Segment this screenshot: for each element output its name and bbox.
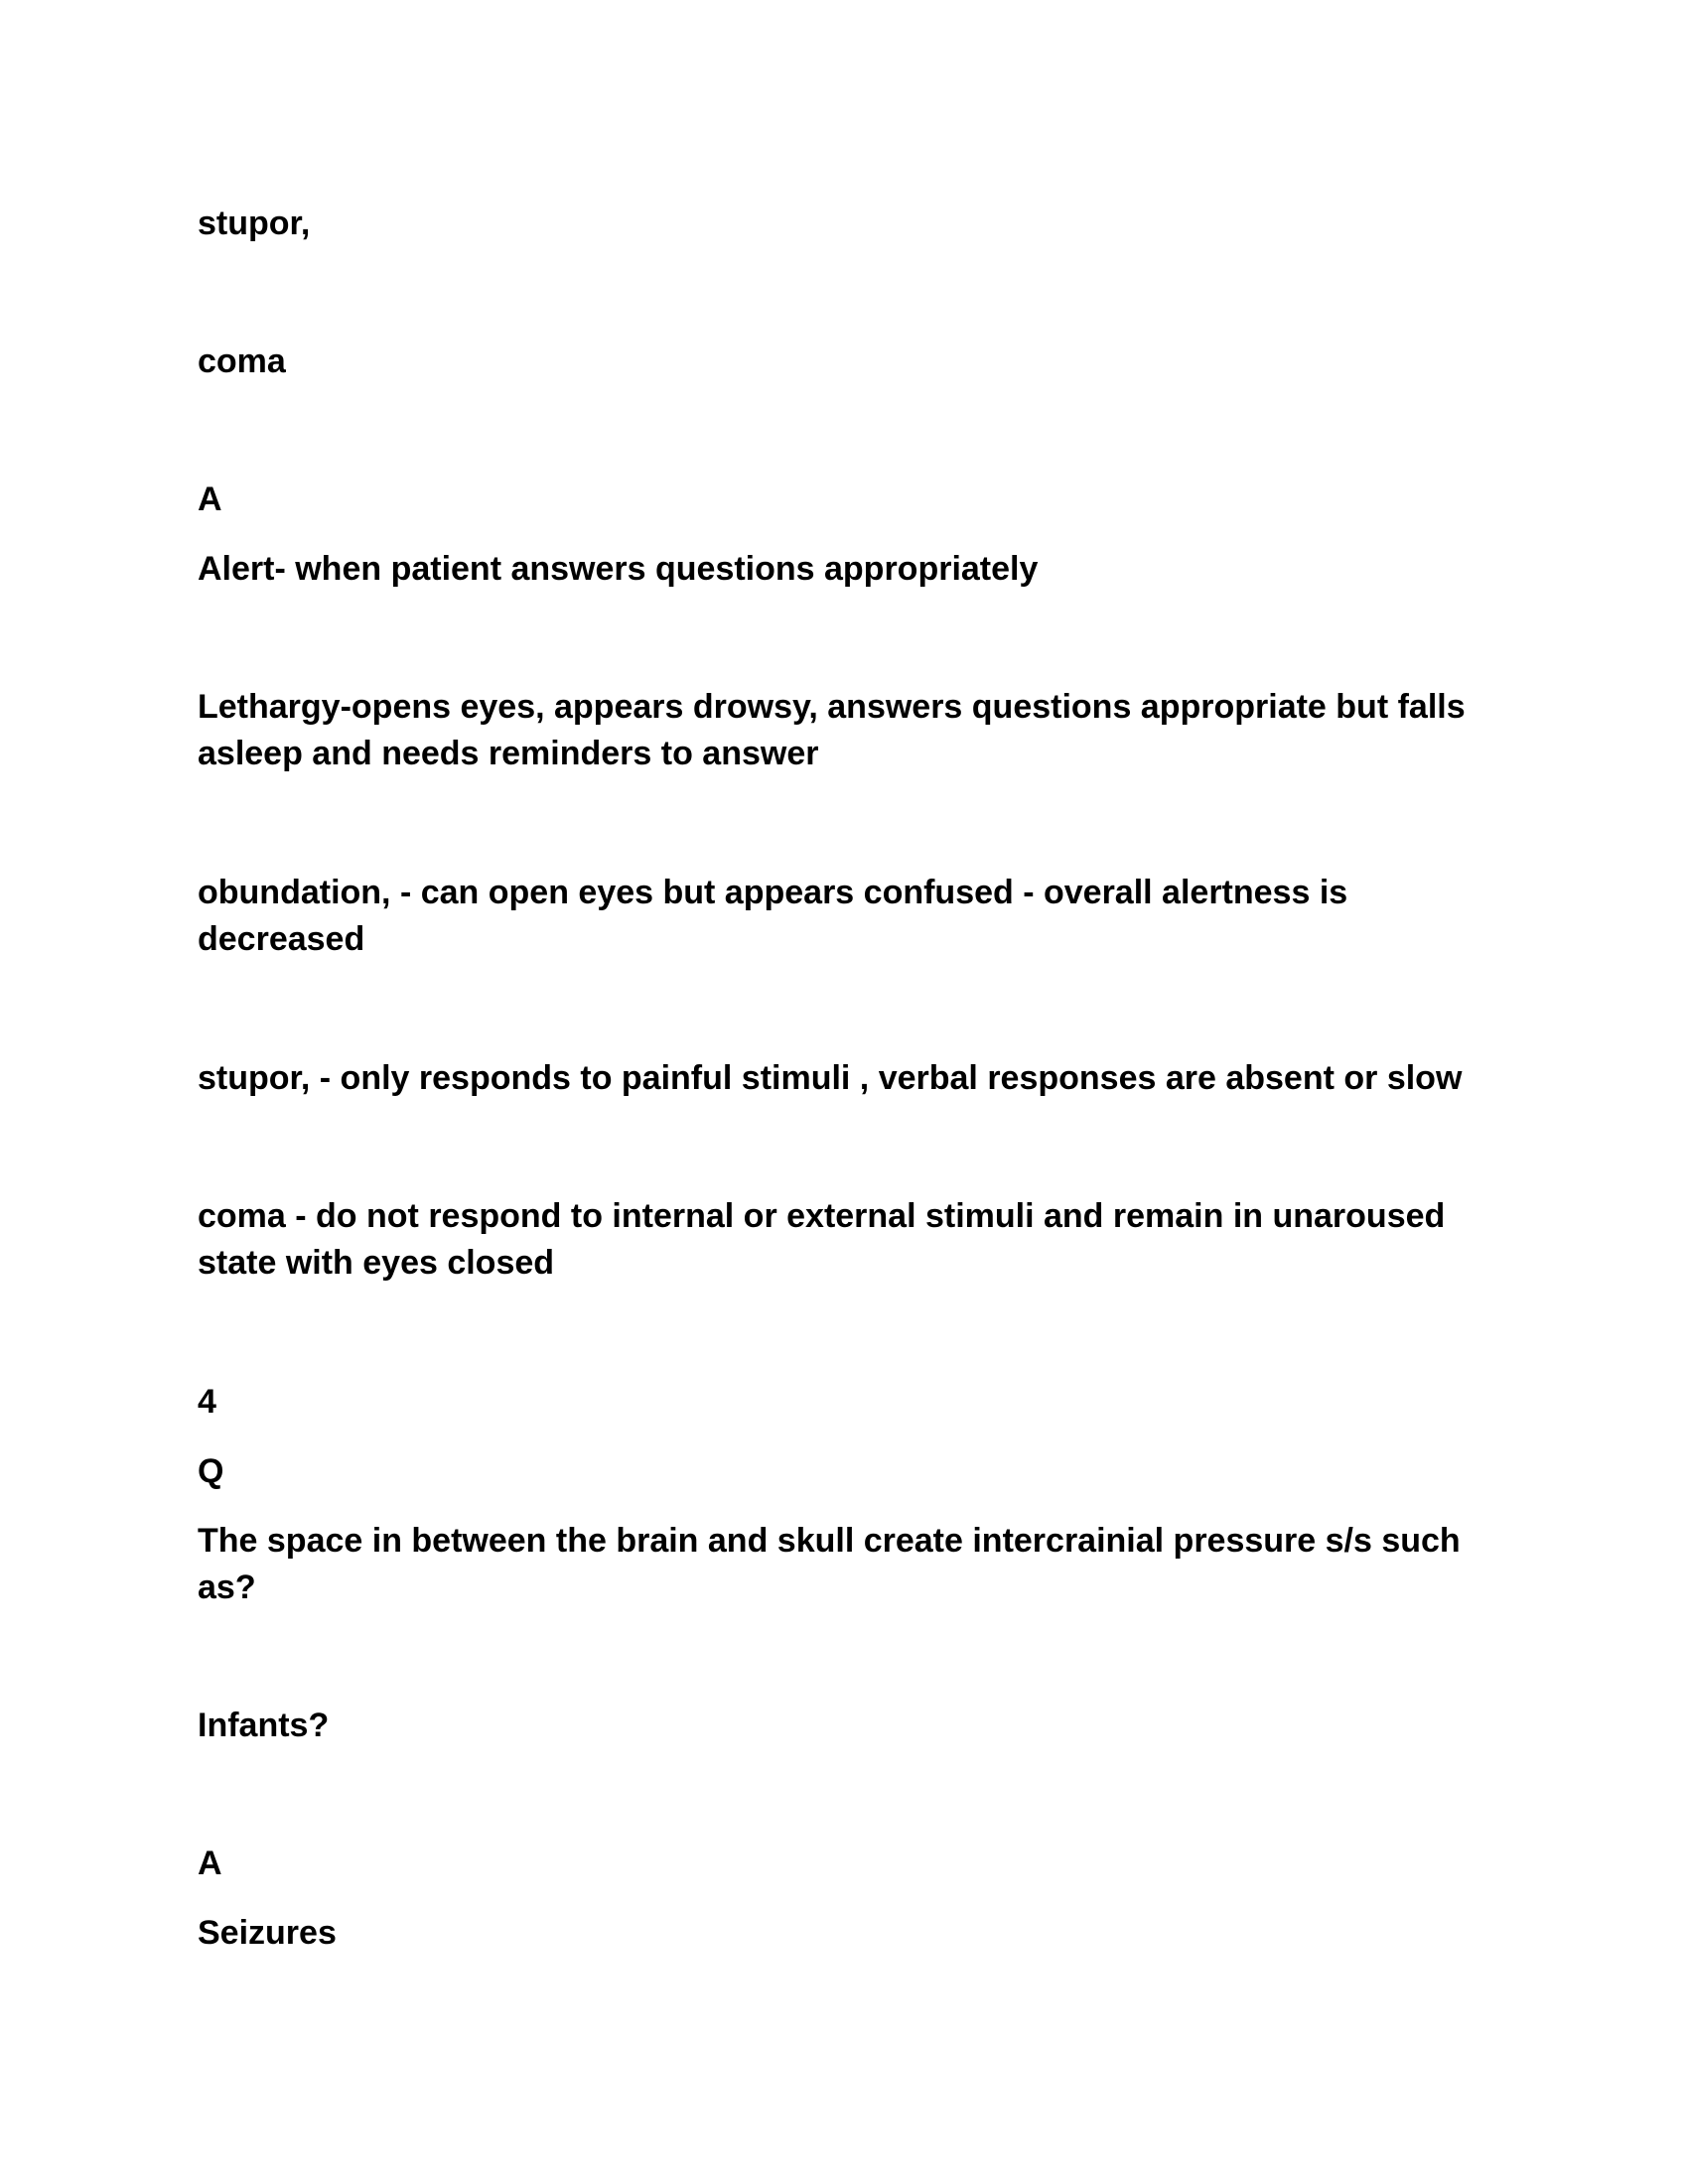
text-stupor: stupor, xyxy=(198,205,311,242)
definition-lethargy-line-1: Lethargy-opens eyes, appears drowsy, answers questions appropriate but falls xyxy=(198,688,1466,726)
definition-obtundation-line-1: obundation, - can open eyes but appears confused - overall alertness is xyxy=(198,874,1348,911)
definition-obtundation-line-2: decreased xyxy=(198,920,365,958)
question-infants: Infants? xyxy=(198,1706,330,1744)
text-coma: coma xyxy=(198,342,286,380)
definition-coma-line-1: coma - do not respond to internal or external stimuli and remain in unaroused xyxy=(198,1197,1446,1235)
answer-label: A xyxy=(198,480,222,518)
definition-lethargy-line-2: asleep and needs reminders to answer xyxy=(198,735,819,772)
answer-seizures: Seizures xyxy=(198,1914,337,1952)
definition-coma-line-2: state with eyes closed xyxy=(198,1244,555,1282)
definition-alert: Alert- when patient answers questions appropriately xyxy=(198,550,1039,588)
answer-label-2: A xyxy=(198,1844,222,1882)
card-number: 4 xyxy=(198,1383,216,1421)
question-text-line-1: The space in between the brain and skull create intercrainial pressure s/s such xyxy=(198,1522,1461,1560)
definition-stupor: stupor, - only responds to painful stimuli , verbal responses are absent or slow xyxy=(198,1059,1463,1097)
question-text-line-2: as? xyxy=(198,1569,256,1606)
question-label: Q xyxy=(198,1452,224,1490)
